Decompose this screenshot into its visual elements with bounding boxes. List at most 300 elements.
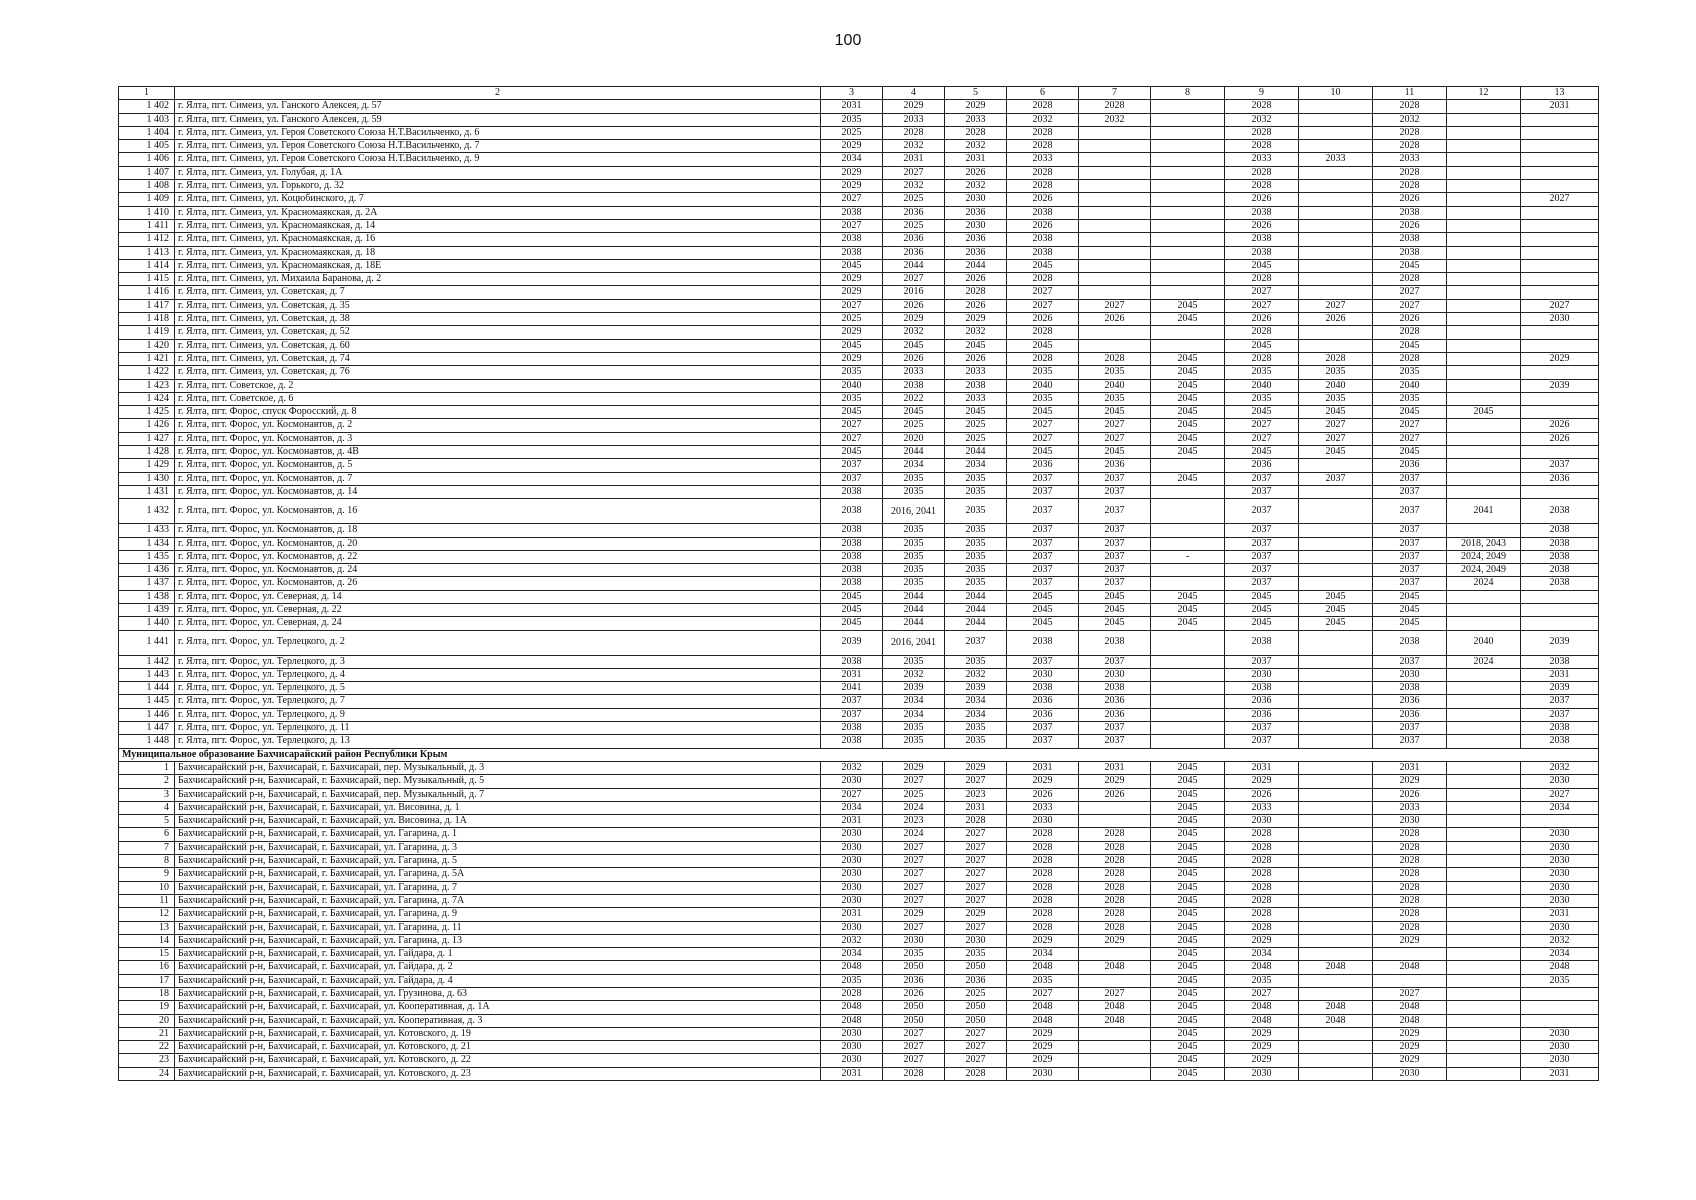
year-cell: 2029 xyxy=(821,166,883,179)
year-cell: 2048 xyxy=(1225,961,1299,974)
year-cell: 2045 xyxy=(1151,1014,1225,1027)
year-cell: 2028 xyxy=(1225,908,1299,921)
year-cell: 2034 xyxy=(1007,948,1079,961)
year-cell: 2029 xyxy=(1225,775,1299,788)
year-cell: 2030 xyxy=(1373,1067,1447,1080)
year-cell xyxy=(1447,1067,1521,1080)
year-cell xyxy=(1447,855,1521,868)
year-cell: 2035 xyxy=(1007,974,1079,987)
year-cell xyxy=(1447,1027,1521,1040)
year-cell: 2028 xyxy=(1007,166,1079,179)
year-cell: 2033 xyxy=(945,392,1007,405)
address-cell: г. Ялта, пгт. Форос, ул. Космонавтов, д. 18 xyxy=(175,524,821,537)
year-cell xyxy=(1079,206,1151,219)
year-cell: 2045 xyxy=(821,446,883,459)
year-cell: 2034 xyxy=(945,695,1007,708)
year-cell: 2035 xyxy=(1521,974,1599,987)
year-cell: 2036 xyxy=(1225,695,1299,708)
year-cell xyxy=(1079,233,1151,246)
year-cell xyxy=(1447,974,1521,987)
year-cell: 2045 xyxy=(1007,446,1079,459)
year-cell: 2027 xyxy=(883,868,945,881)
year-cell: 2045 xyxy=(1373,590,1447,603)
year-cell: 2028 xyxy=(1007,828,1079,841)
year-cell xyxy=(1299,788,1373,801)
year-cell xyxy=(1447,828,1521,841)
year-cell xyxy=(1299,881,1373,894)
address-cell: Бахчисарайский р-н, Бахчисарай, г. Бахчисарай, ул. Гайдара, д. 4 xyxy=(175,974,821,987)
year-cell: 2033 xyxy=(1007,801,1079,814)
column-header: 10 xyxy=(1299,87,1373,100)
year-cell: 2032 xyxy=(945,180,1007,193)
year-cell: 2035 xyxy=(1007,392,1079,405)
year-cell xyxy=(1521,815,1599,828)
year-cell xyxy=(1299,828,1373,841)
year-cell: 2037 xyxy=(1079,577,1151,590)
row-number: 1 425 xyxy=(119,406,175,419)
year-cell xyxy=(1447,472,1521,485)
year-cell: 2036 xyxy=(945,246,1007,259)
year-cell: 2027 xyxy=(945,1054,1007,1067)
row-number: 1 418 xyxy=(119,313,175,326)
year-cell: 2024, 2049 xyxy=(1447,564,1521,577)
year-cell: 2028 xyxy=(1007,841,1079,854)
year-cell: 2034 xyxy=(821,801,883,814)
address-cell: г. Ялта, пгт. Симеиз, ул. Красномаякская, д. 18Е xyxy=(175,259,821,272)
year-cell: 2031 xyxy=(821,815,883,828)
year-cell: 2028 xyxy=(1225,868,1299,881)
year-cell: 2027 xyxy=(821,193,883,206)
address-cell: Бахчисарайский р-н, Бахчисарай, г. Бахчисарай, ул. Гагарина, д. 1 xyxy=(175,828,821,841)
year-cell: 2029 xyxy=(1225,934,1299,947)
year-cell: 2045 xyxy=(883,339,945,352)
year-cell xyxy=(1299,735,1373,748)
address-cell: г. Ялта, пгт. Форос, ул. Терлецкого, д. 5 xyxy=(175,682,821,695)
year-cell: 2045 xyxy=(1151,761,1225,774)
year-cell: 2030 xyxy=(1521,881,1599,894)
year-cell: 2035 xyxy=(945,655,1007,668)
year-cell: 2028 xyxy=(1225,180,1299,193)
year-cell: 2023 xyxy=(883,815,945,828)
table-row xyxy=(119,668,1599,681)
address-cell: г. Ялта, пгт. Симеиз, ул. Советская, д. 52 xyxy=(175,326,821,339)
year-cell: 2038 xyxy=(1521,655,1599,668)
year-cell: 2025 xyxy=(883,219,945,232)
table-row xyxy=(119,406,1599,419)
year-cell: 2035 xyxy=(945,722,1007,735)
year-cell: 2034 xyxy=(945,459,1007,472)
year-cell: 2030 xyxy=(1007,1067,1079,1080)
year-cell: 2029 xyxy=(821,352,883,365)
year-cell: 2029 xyxy=(883,313,945,326)
year-cell: 2030 xyxy=(1079,668,1151,681)
year-cell: 2037 xyxy=(1373,577,1447,590)
year-cell xyxy=(1447,682,1521,695)
year-cell: 2037 xyxy=(1299,472,1373,485)
year-cell: 2027 xyxy=(1079,988,1151,1001)
year-cell xyxy=(1299,722,1373,735)
year-cell: 2027 xyxy=(1373,432,1447,445)
year-cell: 2048 xyxy=(1299,961,1373,974)
address-cell: Бахчисарайский р-н, Бахчисарай, г. Бахчисарай, ул. Висовина, д. 1 xyxy=(175,801,821,814)
year-cell: 2045 xyxy=(1151,855,1225,868)
year-cell: - xyxy=(1151,550,1225,563)
address-cell: Бахчисарайский р-н, Бахчисарай, г. Бахчисарай, ул. Кооперативная, д. 1А xyxy=(175,1001,821,1014)
year-cell xyxy=(1447,246,1521,259)
year-cell xyxy=(1521,153,1599,166)
year-cell: 2035 xyxy=(945,735,1007,748)
year-cell: 2034 xyxy=(821,153,883,166)
year-cell xyxy=(1447,180,1521,193)
year-cell xyxy=(1151,564,1225,577)
year-cell: 2027 xyxy=(1299,419,1373,432)
year-cell: 2028 xyxy=(945,286,1007,299)
year-cell: 2032 xyxy=(1007,113,1079,126)
year-cell: 2034 xyxy=(1225,948,1299,961)
year-cell: 2031 xyxy=(1521,100,1599,113)
year-cell: 2045 xyxy=(945,339,1007,352)
table-row xyxy=(119,617,1599,630)
year-cell: 2030 xyxy=(821,894,883,907)
year-cell: 2045 xyxy=(1225,446,1299,459)
year-cell xyxy=(1521,366,1599,379)
year-cell xyxy=(1447,485,1521,498)
year-cell: 2036 xyxy=(1079,695,1151,708)
year-cell xyxy=(1299,459,1373,472)
year-cell: 2045 xyxy=(1151,446,1225,459)
year-cell: 2045 xyxy=(1151,894,1225,907)
year-cell: 2039 xyxy=(1521,379,1599,392)
year-cell: 2045 xyxy=(1225,339,1299,352)
year-cell: 2028 xyxy=(1079,100,1151,113)
year-cell: 2029 xyxy=(821,140,883,153)
year-cell: 2045 xyxy=(1151,299,1225,312)
year-cell: 2038 xyxy=(1079,682,1151,695)
year-cell: 2038 xyxy=(821,485,883,498)
row-number: 1 437 xyxy=(119,577,175,590)
year-cell: 2045 xyxy=(1299,406,1373,419)
year-cell: 2036 xyxy=(1079,708,1151,721)
year-cell: 2028 xyxy=(1007,140,1079,153)
year-cell: 2045 xyxy=(1151,472,1225,485)
year-cell: 2035 xyxy=(1007,366,1079,379)
year-cell xyxy=(1447,590,1521,603)
address-cell: г. Ялта, пгт. Форос, спуск Форосский, д. 8 xyxy=(175,406,821,419)
year-cell: 2029 xyxy=(1007,1027,1079,1040)
year-cell: 2045 xyxy=(1151,352,1225,365)
row-number: 10 xyxy=(119,881,175,894)
year-cell xyxy=(1299,921,1373,934)
year-cell: 2038 xyxy=(1225,233,1299,246)
year-cell: 2037 xyxy=(1373,524,1447,537)
year-cell xyxy=(1299,1041,1373,1054)
year-cell: 2027 xyxy=(883,1041,945,1054)
year-cell xyxy=(1079,801,1151,814)
year-cell: 2029 xyxy=(883,761,945,774)
year-cell: 2048 xyxy=(1079,1001,1151,1014)
year-cell: 2045 xyxy=(945,406,1007,419)
year-cell xyxy=(1299,339,1373,352)
year-cell xyxy=(1447,894,1521,907)
table-row xyxy=(119,524,1599,537)
year-cell: 2031 xyxy=(821,100,883,113)
year-cell: 2032 xyxy=(883,668,945,681)
row-number: 1 426 xyxy=(119,419,175,432)
year-cell xyxy=(1299,550,1373,563)
address-cell: г. Ялта, пгт. Симеиз, ул. Красномаякская, д. 14 xyxy=(175,219,821,232)
year-cell xyxy=(1447,735,1521,748)
year-cell: 2027 xyxy=(821,788,883,801)
year-cell: 2045 xyxy=(1079,446,1151,459)
year-cell xyxy=(1447,326,1521,339)
year-cell: 2030 xyxy=(945,934,1007,947)
year-cell: 2028 xyxy=(1225,326,1299,339)
table-row xyxy=(119,682,1599,695)
year-cell: 2045 xyxy=(1151,841,1225,854)
year-cell: 2038 xyxy=(1373,630,1447,655)
year-cell: 2035 xyxy=(1225,974,1299,987)
year-cell: 2028 xyxy=(1373,841,1447,854)
year-cell: 2028 xyxy=(1007,868,1079,881)
address-cell: г. Ялта, пгт. Форос, ул. Северная, д. 14 xyxy=(175,590,821,603)
table-row xyxy=(119,419,1599,432)
year-cell: 2026 xyxy=(1079,788,1151,801)
year-cell: 2030 xyxy=(821,868,883,881)
year-cell xyxy=(1299,524,1373,537)
year-cell: 2027 xyxy=(1007,432,1079,445)
year-cell: 2029 xyxy=(945,908,1007,921)
year-cell xyxy=(1079,1067,1151,1080)
row-number: 24 xyxy=(119,1067,175,1080)
year-cell: 2028 xyxy=(883,126,945,139)
year-cell: 2037 xyxy=(1225,577,1299,590)
row-number: 1 429 xyxy=(119,459,175,472)
year-cell xyxy=(1299,326,1373,339)
year-cell xyxy=(1447,313,1521,326)
year-cell xyxy=(1299,801,1373,814)
year-cell xyxy=(1299,180,1373,193)
year-cell: 2034 xyxy=(821,948,883,961)
year-cell: 2030 xyxy=(1225,1067,1299,1080)
row-number: 1 435 xyxy=(119,550,175,563)
year-cell xyxy=(1079,166,1151,179)
year-cell: 2035 xyxy=(883,655,945,668)
year-cell: 2026 xyxy=(1373,313,1447,326)
year-cell: 2028 xyxy=(1299,352,1373,365)
year-cell xyxy=(1151,722,1225,735)
year-cell: 2045 xyxy=(1151,366,1225,379)
year-cell: 2028 xyxy=(883,1067,945,1080)
year-cell: 2038 xyxy=(1521,524,1599,537)
year-cell: 2035 xyxy=(883,577,945,590)
year-cell xyxy=(1447,126,1521,139)
table-row xyxy=(119,761,1599,774)
table-row xyxy=(119,206,1599,219)
year-cell xyxy=(1079,326,1151,339)
year-cell: 2026 xyxy=(1299,313,1373,326)
row-number: 8 xyxy=(119,855,175,868)
year-cell: 2036 xyxy=(883,974,945,987)
year-cell: 2025 xyxy=(883,788,945,801)
year-cell xyxy=(1151,537,1225,550)
column-header: 6 xyxy=(1007,87,1079,100)
address-cell: Бахчисарайский р-н, Бахчисарай, г. Бахчисарай, ул. Котовского, д. 22 xyxy=(175,1054,821,1067)
year-cell: 2026 xyxy=(945,352,1007,365)
year-cell: 2044 xyxy=(945,617,1007,630)
year-cell: 2030 xyxy=(945,193,1007,206)
year-cell xyxy=(1299,537,1373,550)
year-cell: 2045 xyxy=(1007,590,1079,603)
year-cell: 2038 xyxy=(821,550,883,563)
row-number: 1 410 xyxy=(119,206,175,219)
year-cell xyxy=(1447,524,1521,537)
year-cell: 2038 xyxy=(1225,630,1299,655)
year-cell: 2037 xyxy=(1079,524,1151,537)
year-cell: 2038 xyxy=(1007,682,1079,695)
year-cell: 2026 xyxy=(883,299,945,312)
table-header-row xyxy=(119,87,1599,100)
year-cell xyxy=(1447,113,1521,126)
year-cell: 2040 xyxy=(1447,630,1521,655)
table-row xyxy=(119,246,1599,259)
year-cell: 2038 xyxy=(1007,233,1079,246)
table-row xyxy=(119,100,1599,113)
year-cell: 2035 xyxy=(945,550,1007,563)
year-cell: 2045 xyxy=(1007,617,1079,630)
row-number: 1 404 xyxy=(119,126,175,139)
year-cell xyxy=(1447,432,1521,445)
year-cell: 2028 xyxy=(1007,894,1079,907)
year-cell: 2045 xyxy=(1225,603,1299,616)
row-number: 20 xyxy=(119,1014,175,1027)
year-cell: 2044 xyxy=(883,259,945,272)
table-row xyxy=(119,485,1599,498)
row-number: 1 447 xyxy=(119,722,175,735)
year-cell: 2048 xyxy=(1079,1014,1151,1027)
year-cell xyxy=(1447,1014,1521,1027)
schedule-table xyxy=(118,86,1599,1081)
year-cell: 2037 xyxy=(1007,564,1079,577)
row-number: 14 xyxy=(119,934,175,947)
year-cell: 2024, 2049 xyxy=(1447,550,1521,563)
row-number: 5 xyxy=(119,815,175,828)
year-cell: 2031 xyxy=(1521,668,1599,681)
row-number: 1 444 xyxy=(119,682,175,695)
year-cell: 2037 xyxy=(1225,550,1299,563)
year-cell xyxy=(1151,682,1225,695)
year-cell xyxy=(1299,273,1373,286)
year-cell: 2027 xyxy=(1299,432,1373,445)
year-cell: 2035 xyxy=(1225,366,1299,379)
year-cell: 2037 xyxy=(1225,472,1299,485)
year-cell: 2044 xyxy=(945,590,1007,603)
year-cell xyxy=(1373,948,1447,961)
year-cell: 2029 xyxy=(1225,1054,1299,1067)
year-cell: 2036 xyxy=(883,233,945,246)
year-cell: 2035 xyxy=(1225,392,1299,405)
year-cell: 2028 xyxy=(1079,881,1151,894)
year-cell xyxy=(1299,140,1373,153)
year-cell xyxy=(1447,166,1521,179)
year-cell xyxy=(1151,100,1225,113)
row-number: 18 xyxy=(119,988,175,1001)
year-cell: 2050 xyxy=(945,961,1007,974)
year-cell: 2028 xyxy=(1373,166,1447,179)
year-cell xyxy=(1447,761,1521,774)
row-number: 1 424 xyxy=(119,392,175,405)
year-cell: 2032 xyxy=(883,140,945,153)
address-cell: г. Ялта, пгт. Форос, ул. Космонавтов, д. 3 xyxy=(175,432,821,445)
table-row xyxy=(119,815,1599,828)
year-cell xyxy=(1079,948,1151,961)
year-cell: 2030 xyxy=(1521,828,1599,841)
year-cell: 2045 xyxy=(1151,1041,1225,1054)
year-cell: 2037 xyxy=(1007,485,1079,498)
year-cell: 2034 xyxy=(883,695,945,708)
address-cell: г. Ялта, пгт. Симеиз, ул. Красномаякская, д. 16 xyxy=(175,233,821,246)
year-cell: 2028 xyxy=(1079,868,1151,881)
table-row xyxy=(119,140,1599,153)
year-cell: 2027 xyxy=(883,1054,945,1067)
year-cell: 2030 xyxy=(945,219,1007,232)
address-cell: г. Ялта, пгт. Симеиз, ул. Красномаякская, д. 18 xyxy=(175,246,821,259)
year-cell: 2026 xyxy=(1007,788,1079,801)
row-number: 1 423 xyxy=(119,379,175,392)
year-cell: 2030 xyxy=(1007,668,1079,681)
year-cell xyxy=(1079,180,1151,193)
year-cell: 2028 xyxy=(1373,855,1447,868)
year-cell: 2026 xyxy=(1079,313,1151,326)
year-cell: 2045 xyxy=(821,339,883,352)
year-cell: 2040 xyxy=(1373,379,1447,392)
year-cell: 2027 xyxy=(1225,432,1299,445)
address-cell: г. Ялта, пгт. Форос, ул. Космонавтов, д. 7 xyxy=(175,472,821,485)
year-cell: 2045 xyxy=(1151,908,1225,921)
year-cell: 2027 xyxy=(945,1041,1007,1054)
year-cell: 2028 xyxy=(1373,894,1447,907)
year-cell: 2040 xyxy=(821,379,883,392)
year-cell: 2040 xyxy=(1079,379,1151,392)
year-cell xyxy=(1521,446,1599,459)
year-cell: 2024 xyxy=(883,801,945,814)
year-cell: 2048 xyxy=(1521,961,1599,974)
year-cell: 2026 xyxy=(1225,193,1299,206)
year-cell: 2044 xyxy=(945,446,1007,459)
row-number: 1 443 xyxy=(119,668,175,681)
year-cell xyxy=(1299,577,1373,590)
year-cell xyxy=(1079,246,1151,259)
row-number: 1 439 xyxy=(119,603,175,616)
year-cell: 2048 xyxy=(1373,961,1447,974)
year-cell xyxy=(1299,166,1373,179)
year-cell: 2045 xyxy=(1151,948,1225,961)
year-cell: 2045 xyxy=(1151,988,1225,1001)
year-cell: 2029 xyxy=(1079,934,1151,947)
table-row xyxy=(119,153,1599,166)
year-cell xyxy=(1299,499,1373,524)
year-cell: 2038 xyxy=(1007,246,1079,259)
year-cell: 2035 xyxy=(883,524,945,537)
column-header: 7 xyxy=(1079,87,1151,100)
table-row xyxy=(119,286,1599,299)
year-cell: 2038 xyxy=(1373,206,1447,219)
year-cell: 2037 xyxy=(1373,485,1447,498)
table-row xyxy=(119,446,1599,459)
year-cell: 2028 xyxy=(945,1067,1007,1080)
row-number: 1 428 xyxy=(119,446,175,459)
year-cell xyxy=(1151,286,1225,299)
year-cell: 2029 xyxy=(1007,1054,1079,1067)
